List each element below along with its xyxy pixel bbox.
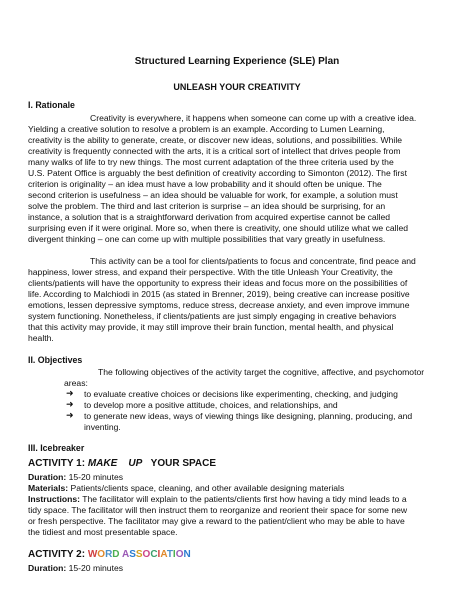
text-line: Creativity is everywhere, it happens when someone can come up with a creative idea. [90, 113, 417, 123]
activity-2-name-letter: I [172, 549, 176, 560]
activity-1-name-c: YOUR SPACE [150, 458, 217, 469]
activity-2-name-letter: S [135, 549, 143, 560]
activity-2-title [28, 549, 191, 560]
text-line: Yielding a creative solution to resolve a problem is an example. According to Lumen Learning, [28, 124, 385, 134]
text-line: many walks of life to try new things. The most current adaptation of the three criteria used by the [28, 157, 394, 167]
text-line: tidy space. The facilitator will then instruct them to reorganize and reorient their space for some new [28, 505, 408, 515]
text-line: This activity can be a tool for clients/patients to focus and concentrate, find peace and [90, 256, 416, 266]
materials-label: Materials: [28, 483, 69, 493]
activity-1-instructions [28, 494, 407, 504]
activity-1-title [28, 458, 216, 469]
activity-1-name-a: MAKE [87, 458, 118, 469]
text-line: second criterion is usefulness – an idea should be valuable for work, for example, a solution must [28, 190, 398, 200]
activity-1-name-b: UP [128, 458, 143, 469]
activity-2-name-letter: I [157, 549, 161, 560]
activity-2-name-letter: O [97, 549, 106, 560]
text-line: solve the problem. The third and last criterion is surprise – an idea should be surprising, for an [28, 201, 386, 211]
activity-2-name-letter: O [142, 549, 151, 560]
activity-2-name-letter: D [112, 549, 120, 560]
text-line: emotions, lessen depressive symptoms, reduce stress, decrease anxiety, and even improve immune [28, 300, 410, 310]
check-arrow-icon: ➜ [66, 388, 74, 398]
check-arrow-icon: ➜ [66, 410, 74, 420]
duration-value: 15-20 minutes [66, 472, 124, 482]
text-line: criterion is originality – an idea must have a low probability and it should often be unique. The [28, 179, 382, 189]
instructions-label: Instructions: [28, 494, 81, 504]
activity-2-name-letter: O [175, 549, 184, 560]
activity-2-name-letter: A [160, 549, 167, 560]
text-line: divergent thinking – one can come up with multiple possibilities that vary greatly in usefulness. [28, 234, 386, 244]
objective-item-cont: inventing. [84, 422, 121, 432]
duration-label: Duration: [28, 563, 67, 573]
activity-1-materials [28, 483, 344, 493]
activity-2-name-letter: A [121, 549, 130, 560]
activity-2-name-letter: W [87, 549, 98, 560]
text-line: instance, a solution that is a straightforward derivation from acquired expertise cannot be called [28, 212, 391, 222]
text-line: surprising even if it were original. More so, when there is creativity, one should utilize what we called [28, 223, 409, 233]
text-line: U.S. Patent Office is arguably the best definition of creativity according to Simonton (2012). The first [28, 168, 407, 178]
activity-2-duration [28, 563, 123, 573]
objectives-heading: II. Objectives [28, 355, 83, 365]
text-line: the tidiest and most presentable space. [28, 527, 178, 537]
activity-2-name [88, 549, 191, 560]
text-line: or fresh perspective. The facilitator may give a reward to the patient/client who may be able to have [28, 516, 405, 526]
text-line: life. According to Malchiodi in 2015 (as stated in Brenner, 2019), being creative can increase positive [28, 289, 410, 299]
text-line: system functioning. Nonetheless, if clients/patients are just simply engaging in creative behaviors [28, 311, 397, 321]
text-line: creativity is frequently connected with the arts, it is a critical sort of intellect that drives people from [28, 146, 401, 156]
activity-2-name-letter: T [166, 549, 173, 560]
rationale-heading: I. Rationale [28, 100, 75, 110]
activity-2-name-letter: N [183, 549, 191, 560]
duration-value: 15-20 minutes [66, 563, 124, 573]
duration-label: Duration: [28, 472, 67, 482]
icebreaker-heading: III. Icebreaker [28, 443, 85, 453]
activity-2-name-letter: R [105, 549, 113, 560]
materials-value: Patients/clients space, cleaning, and other available designing materials [68, 483, 345, 493]
objectives-intro-cont: areas: [64, 378, 88, 388]
text-line: happiness, lower stress, and expand their perspective. With the title Unleash Your Creativity, the [28, 267, 393, 277]
activity-2-name-letter: S [129, 549, 136, 560]
text-line: that this activity may provide, it may still improve their brain function, mental health, and physical [28, 322, 394, 332]
objective-item: to develop more a positive attitude, choices, and relationships, and [84, 400, 338, 410]
objective-item: to generate new ideas, ways of viewing things like designing, planning, producing, and [84, 411, 413, 421]
document-subtitle: UNLEASH YOUR CREATIVITY [173, 82, 301, 92]
activity-2-name-letter: C [150, 549, 158, 560]
objective-item: to evaluate creative choices or decisions like experimenting, checking, and judging [84, 389, 398, 399]
instructions-value: The facilitator will explain to the patients/clients first how having a tidy mind leads to a [80, 494, 407, 504]
activity-1-prefix: ACTIVITY 1: [28, 458, 88, 469]
text-line: clients/patients will have the opportunity to express their ideas and focus more on the possibilities of [28, 278, 408, 288]
activity-1-duration [28, 472, 123, 482]
check-arrow-icon: ➜ [66, 399, 74, 409]
text-line: health. [28, 333, 54, 343]
activity-2-prefix: ACTIVITY 2: [28, 549, 88, 560]
text-line: creativity is the ability to generate, create, or discover new ideas, solutions, and possibilities. While [28, 135, 403, 145]
objectives-intro: The following objectives of the activity target the cognitive, affective, and psychomotor [98, 367, 425, 377]
document-title: Structured Learning Experience (SLE) Plan [134, 56, 340, 67]
